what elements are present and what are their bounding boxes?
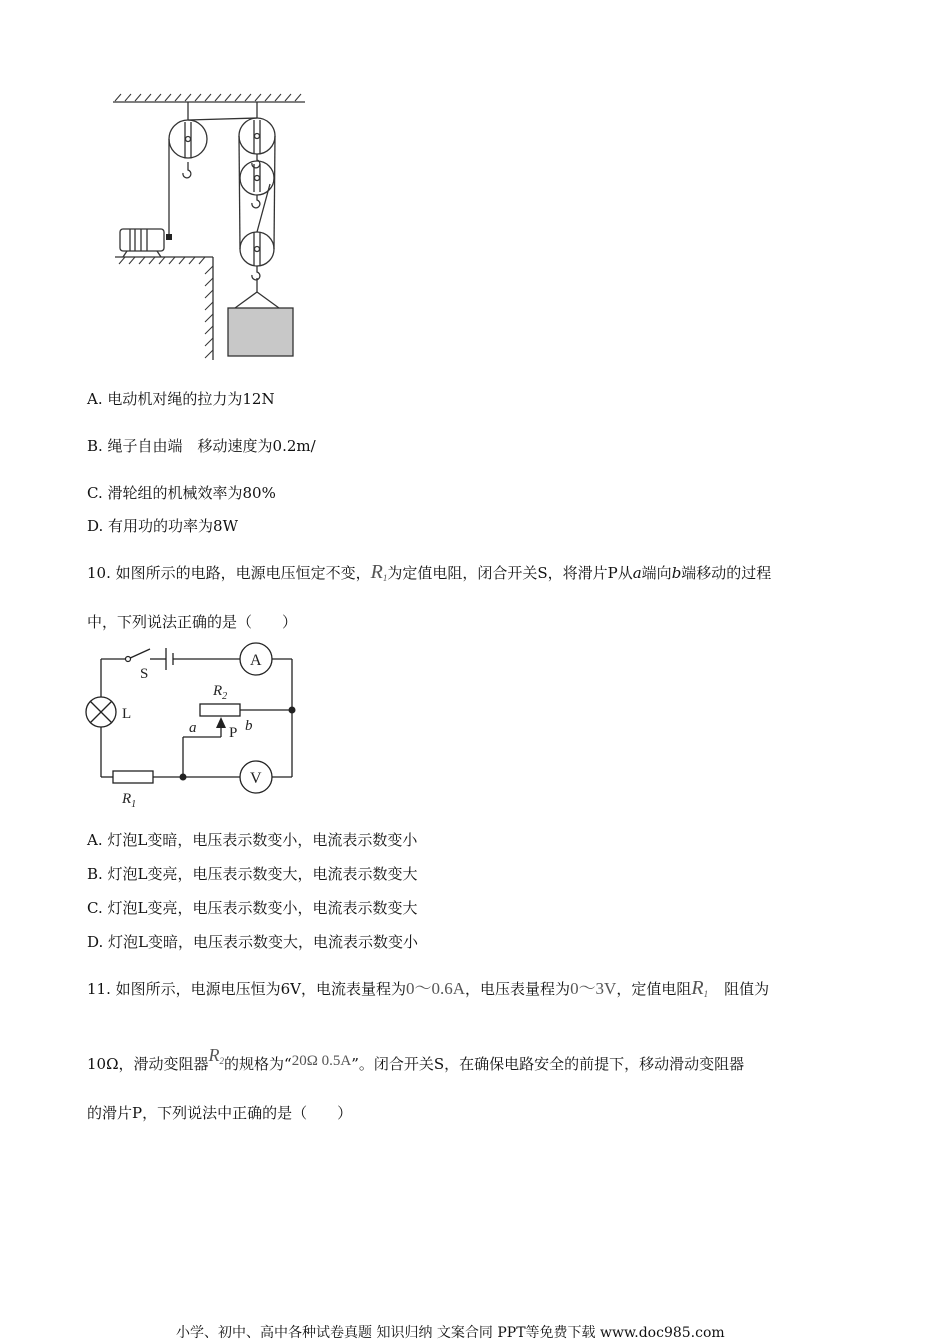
circuit-diagram [80, 640, 305, 815]
q10-option-a: A. 灯泡L变暗，电压表示数变小，电流表示数变小 [87, 831, 418, 849]
question-text: 端向 [641, 564, 672, 582]
question-text: 为定值电阻，闭合开关S，将滑片P从 [387, 564, 633, 582]
question-text: ”。闭合开关S，在确保电路安全的前提下，移动滑动变阻器 [351, 1055, 745, 1073]
question-text: 端移动的过程 [681, 564, 772, 582]
switch-label: S [140, 666, 149, 682]
r1-symbol: R1 [691, 977, 709, 999]
option-b: B. 绳子自由端 移动速度为0.2m/ [87, 437, 316, 455]
q10-option-b: B. 灯泡L变亮，电压表示数变大，电流表示数变大 [87, 865, 418, 883]
question-text: 的规格为“ [224, 1055, 292, 1073]
option-d: D. 有用功的功率为8W [87, 517, 238, 535]
question-text: ，定值电阻 [616, 980, 692, 998]
pulley-system-diagram [105, 92, 315, 364]
question-text: ，电压表量程为 [465, 980, 571, 998]
question-10-line-2: 中，下列说法正确的是（ ） [87, 613, 298, 631]
question-11-line-1 [87, 978, 769, 1001]
question-text: 10Ω，滑动变阻器 [87, 1055, 209, 1073]
terminal-a-label: a [189, 720, 197, 736]
b-label: b [671, 564, 682, 582]
question-11-line-3: 的滑片P，下列说法中正确的是（ ） [87, 1104, 353, 1122]
r1-label: $R_1$ [122, 791, 137, 810]
lamp-label: L [122, 706, 132, 722]
voltmeter-label: V [250, 770, 262, 787]
voltmeter-range: 0～3V [570, 979, 617, 998]
r2-label: $R_2$ [213, 683, 228, 702]
footer-text: 小学、初中、高中各种试卷真题 知识归纳 文案合同 PPT等免费下载 www.doc985.com [176, 1325, 725, 1341]
q10-option-d: D. 灯泡L变暗，电压表示数变大，电流表示数变小 [87, 933, 418, 951]
r1-symbol: R1 [370, 561, 388, 583]
slider-p-label: P [229, 725, 238, 741]
question-11-line-2 [87, 1045, 745, 1076]
q10-option-c: C. 灯泡L变亮，电压表示数变小，电流表示数变大 [87, 899, 418, 917]
rheostat-spec: 20Ω 0.5A [291, 1053, 352, 1069]
r2-symbol: R2 [208, 1045, 225, 1066]
question-10-line-1 [87, 562, 771, 585]
option-a: A. 电动机对绳的拉力为12N [87, 390, 275, 408]
ammeter-range: 0～0.6A [406, 979, 466, 998]
question-text: 阻值为 [724, 980, 770, 998]
question-text: 11. 如图所示，电源电压恒为6V，电流表量程为 [87, 980, 407, 998]
terminal-b-label: b [245, 718, 253, 734]
option-c: C. 滑轮组的机械效率为80% [87, 484, 276, 502]
ammeter-label: A [250, 652, 262, 669]
question-text: 10. 如图所示的电路，电源电压恒定不变， [87, 564, 371, 582]
a-label: a [632, 564, 642, 582]
